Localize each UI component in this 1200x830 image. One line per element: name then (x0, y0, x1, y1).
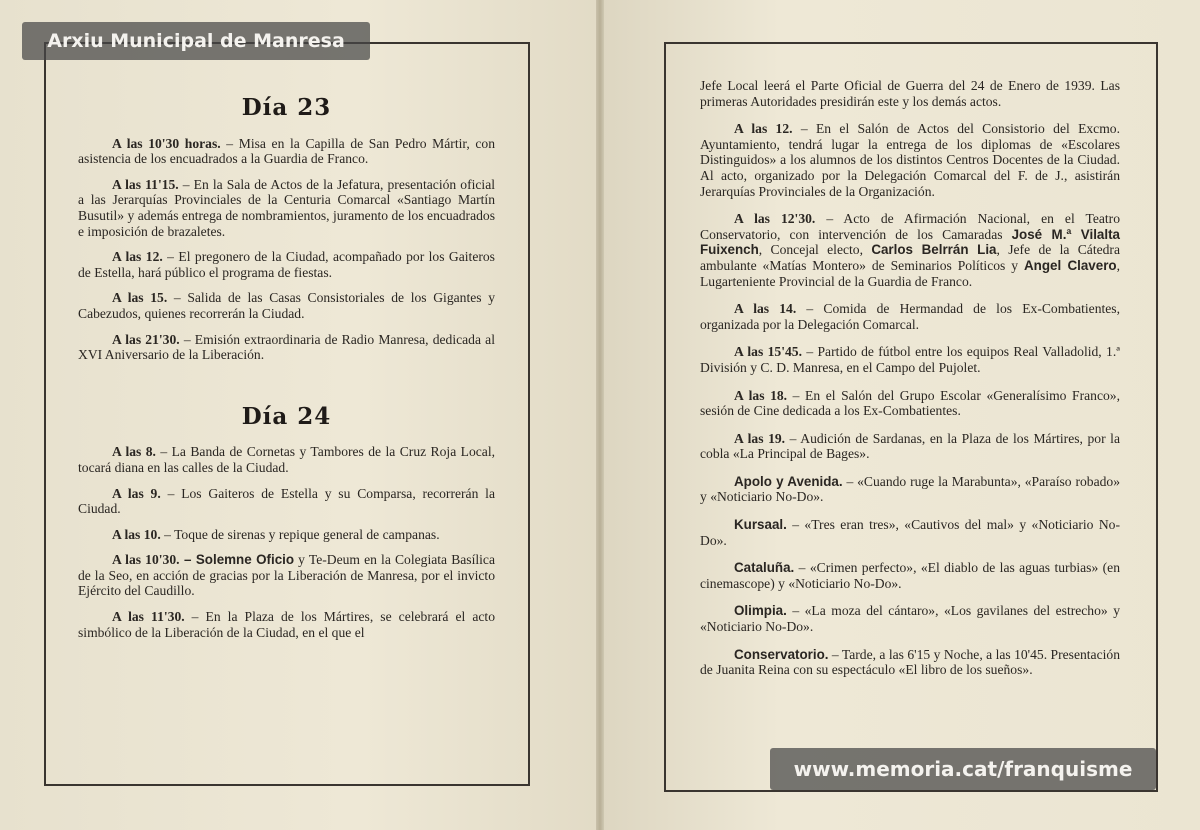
event-paragraph (700, 121, 1120, 199)
event-text: – Acto de Afirmación Nacional, en el Teatro Conservatorio, con intervención de los Camaradas (700, 211, 1121, 242)
left-column (78, 94, 496, 650)
event-time: A las 19. (734, 430, 786, 446)
event-time: A las 12'30. (734, 211, 816, 227)
cinema-listing (700, 474, 1120, 505)
event-paragraph (78, 486, 495, 517)
cinema-name: Kursaal. (734, 517, 787, 533)
event-text: – En la Plaza de los Mártires, se celebrará el acto simbólico de la Liberación de la Ciudad, en el que el (78, 609, 495, 640)
event-text: y Te-Deum en la Colegiata Basílica de la Seo, en acción de gracias por la Liberación de Manresa, por el invicto Ejército del Caudillo. (78, 552, 495, 599)
event-text: – En el Salón del Grupo Escolar «Generalísimo Franco», sesión de Cine dedicada a los Ex-Combatientes. (700, 387, 1120, 419)
day-23-heading: Día 23 (241, 94, 332, 121)
event-paragraph (78, 609, 495, 640)
event-text: , Lugarteniente Provincial de la Guardia de Franco. (700, 257, 1120, 289)
cinema-program: – «Tres eran tres», «Cautivos del mal» y «Noticiario No-Do». (700, 517, 1120, 548)
cinema-program: – «La moza del cántaro», «Los gavilanes del estrecho» y «Noticiario No-Do». (700, 603, 1120, 635)
cinema-listing (700, 603, 1120, 634)
event-highlight: – Solemne Oficio (179, 552, 295, 568)
event-time: A las 11'15. (112, 176, 179, 192)
event-time: A las 21'30. (112, 331, 180, 347)
cinema-listing (700, 517, 1120, 548)
event-time: A las 12. (112, 249, 163, 265)
event-time: A las 11'30. (112, 609, 185, 625)
event-paragraph (78, 177, 495, 239)
event-text: , Jefe de la Cátedra ambulante «Matías Montero» de Seminarios Políticos y (700, 242, 1120, 273)
event-text: – Los Gaiteros de Estella y su Comparsa, recorrerán la Ciudad. (78, 485, 495, 517)
event-paragraph (78, 444, 495, 475)
event-paragraph (700, 431, 1120, 462)
cinema-listing (700, 647, 1120, 678)
cinema-name: Olimpia. (734, 603, 787, 619)
event-text: – El pregonero de la Ciudad, acompañado por los Gaiteros de Estella, hará público el programa de fiestas. (78, 249, 495, 280)
event-paragraph (700, 301, 1120, 332)
event-paragraph (700, 211, 1120, 289)
continuation-paragraph: Jefe Local leerá el Parte Oficial de Guerra del 24 de Enero de 1939. Las primeras Autoridades presidirán este y los demás actos. (700, 78, 1120, 109)
event-paragraph (78, 332, 495, 363)
event-paragraph (78, 136, 495, 167)
event-text: – Toque de sirenas y repique general de campanas. (160, 526, 440, 542)
day-24-heading: Día 24 (241, 402, 332, 430)
event-paragraph (700, 388, 1120, 419)
event-time: A las 18. (734, 387, 788, 403)
page-fold (596, 0, 604, 830)
speaker-name: José M.ª Vilalta Fuixench (700, 226, 1120, 258)
event-time: A las 10'30 horas. (112, 135, 221, 151)
event-text: – En el Salón de Actos del Consistorio del Excmo. Ayuntamiento, tendrá lugar la entrega de los diplomas de «Escolares Distinguidos» a los alumnos de los distintos Centros Docentes de la Ciudad. Al acto, organizado por la Delegación Comarcal del F. de J., asistirán Jerarquías Provinciales de la Organización. (700, 121, 1120, 199)
speaker-name: Carlos Belrrán Lia (871, 242, 997, 258)
event-text: – Salida de las Casas Consistoriales de los Gigantes y Cabezudos, quienes recorrerán la Ciudad. (78, 290, 495, 321)
website-watermark: www.memoria.cat/franquisme (770, 748, 1156, 790)
event-time: A las 15'45. (734, 344, 802, 360)
cinema-program: – «Crimen perfecto», «El diablo de las aguas turbias» (en cinemascope) y «Noticiario No-Do». (700, 560, 1120, 591)
archive-watermark: Arxiu Municipal de Manresa (22, 22, 370, 60)
right-column (700, 78, 1120, 690)
event-time: A las 14. (734, 301, 797, 317)
event-paragraph (78, 552, 495, 599)
cinema-program: – «Cuando ruge la Marabunta», «Paraíso robado» y «Noticiario No-Do». (700, 473, 1120, 505)
event-paragraph (78, 290, 495, 321)
event-text: – Comida de Hermandad de los Ex-Combatientes, organizada por la Delegación Comarcal. (700, 301, 1120, 332)
event-paragraph (78, 249, 495, 280)
cinema-name: Apolo y Avenida. (734, 473, 843, 489)
event-text: – Audición de Sardanas, en la Plaza de los Mártires, por la cobla «La Principal de Bages». (700, 430, 1120, 462)
event-text: – Partido de fútbol entre los equipos Real Valladolid, 1.ª División y C. D. Manresa, en el Campo del Pujolet. (700, 344, 1120, 375)
cinema-listing (700, 560, 1120, 591)
event-text: – En la Sala de Actos de la Jefatura, presentación oficial a las Jerarquías Provinciales de la Centuria Comarcal «Santiago Martín Busutil» y además entrega de nombramientos, juramento de los encuadrados e imposición de brazaletes. (78, 176, 496, 239)
event-text: – La Banda de Cornetas y Tambores de la Cruz Roja Local, tocará diana en las calles de la Ciudad. (78, 444, 495, 475)
event-time: A las 10'30. (112, 552, 180, 568)
event-text: – Misa en la Capilla de San Pedro Mártir, con asistencia de los encuadrados a la Guardia de Franco. (78, 135, 496, 167)
cinema-program: – Tarde, a las 6'15 y Noche, a las 10'45. Presentación de Juanita Reina con su espectáculo «El libro de los sueños». (700, 646, 1120, 678)
event-time: A las 12. (734, 121, 793, 137)
event-time: A las 8. (112, 444, 156, 460)
event-paragraph (78, 527, 495, 543)
cinema-name: Conservatorio. (734, 646, 829, 662)
event-time: A las 9. (112, 485, 161, 501)
event-text: , Concejal electo, (758, 242, 872, 258)
event-time: A las 15. (112, 290, 168, 306)
speaker-name: Angel Clavero (1024, 257, 1117, 273)
cinema-name: Cataluña. (734, 560, 795, 576)
event-paragraph (700, 344, 1120, 375)
event-text: – Emisión extraordinaria de Radio Manresa, dedicada al XVI Aniversario de la Liberación. (78, 331, 495, 363)
event-time: A las 10. (112, 526, 161, 542)
